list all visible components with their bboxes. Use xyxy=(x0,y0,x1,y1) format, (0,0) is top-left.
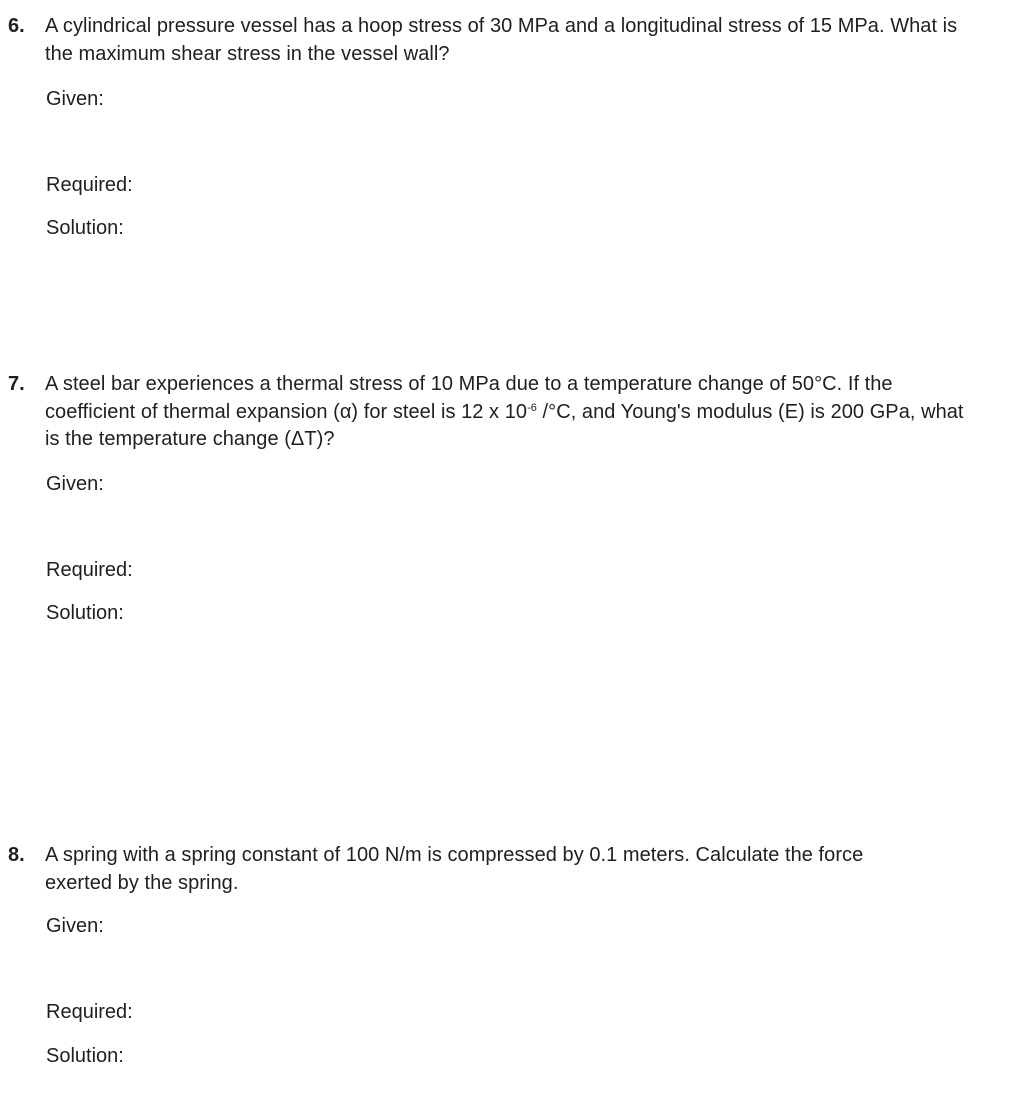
question-7-body-part1: A steel bar experiences a thermal stress of 10 MPa due to a temperature change of 50°C. If the coefficient of thermal expansion (α) for steel is 12 x 10 xyxy=(45,373,893,423)
question-7-given-label: Given: xyxy=(46,473,104,495)
question-8-text xyxy=(0,842,1024,897)
question-6-text xyxy=(0,13,1024,68)
question-8-number: 8. xyxy=(8,844,25,866)
question-6-number: 6. xyxy=(8,15,25,37)
question-6 xyxy=(0,13,1024,68)
question-8-body: A spring with a spring constant of 100 N/m is compressed by 0.1 meters. Calculate the force exerted by the spring. xyxy=(45,844,864,894)
question-7 xyxy=(0,371,1024,454)
question-7-body-part2: /°C, and Young's modulus (E) is 200 GPa, what is the temperature change (ΔT)? xyxy=(45,400,964,450)
question-8-given-label: Given: xyxy=(46,915,104,937)
question-7-solution-label: Solution: xyxy=(46,602,124,624)
question-6-required-label: Required: xyxy=(46,174,133,196)
question-7-required-label: Required: xyxy=(46,559,133,581)
question-6-given-label: Given: xyxy=(46,88,104,110)
question-6-body: A cylindrical pressure vessel has a hoop stress of 30 MPa and a longitudinal stress of 15 MPa. What is the maximum shear stress in the vessel wall? xyxy=(45,15,958,65)
question-6-solution-label: Solution: xyxy=(46,217,124,239)
question-7-number: 7. xyxy=(8,373,25,395)
question-7-exponent: -6 xyxy=(527,401,537,414)
question-8 xyxy=(0,842,1024,897)
question-8-solution-label: Solution: xyxy=(46,1045,124,1067)
question-8-required-label: Required: xyxy=(46,1001,133,1023)
question-7-text xyxy=(0,371,1024,454)
